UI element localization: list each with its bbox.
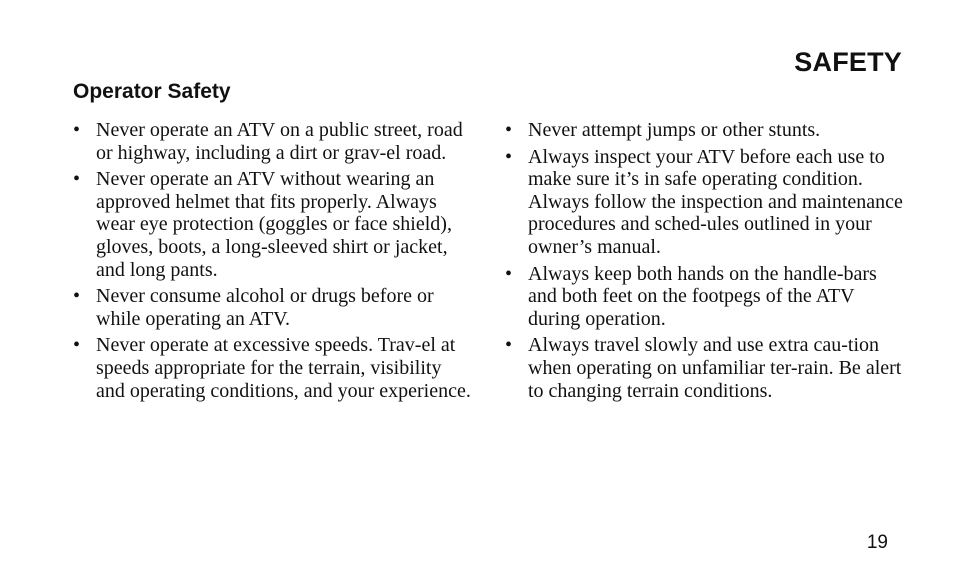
list-item (73, 119, 473, 164)
list-item (73, 285, 473, 330)
bullet-icon: • (505, 334, 513, 357)
bullet-icon: • (505, 119, 513, 141)
left-column-list (73, 119, 473, 406)
bullet-icon: • (73, 285, 81, 308)
bullet-icon: • (73, 119, 81, 141)
sub-heading: Operator Safety (73, 80, 231, 103)
list-item-text: Never operate an ATV without wearing an approved helmet that fits properly. Always wear eye protection (goggles or face shield), gloves, boots, a long-sleeved shirt or jacket, and long pants. (96, 168, 452, 281)
right-column-list (505, 119, 905, 406)
list-item-text: Never consume alcohol or drugs before or while operating an ATV. (96, 285, 434, 330)
list-item (73, 334, 473, 402)
list-item-text: Always keep both hands on the handle-bars and both feet on the footpegs of the ATV during operation. (528, 262, 877, 330)
list-item-text: Never attempt jumps or other stunts. (528, 119, 821, 141)
bullet-icon: • (73, 334, 81, 357)
page-number: 19 (866, 532, 888, 553)
list-item-text: Never operate an ATV on a public street, road or highway, including a dirt or grav-el road. (96, 119, 463, 164)
list-item-text: Never operate at excessive speeds. Trav-el at speeds appropriate for the terrain, visibility and operating conditions, and your experience. (96, 334, 471, 402)
list-item (505, 263, 905, 331)
bullet-icon: • (505, 145, 513, 168)
bullet-icon: • (73, 168, 81, 191)
bullet-icon: • (505, 262, 513, 285)
list-item-text: Always inspect your ATV before each use to make sure it’s in safe operating condition. Always follow the inspection and maintenance procedures and sched-ules outlined in your owner’s manual. (528, 145, 903, 258)
list-item (73, 168, 473, 281)
list-item-text: Always travel slowly and use extra cau-tion when operating on unfamiliar ter-rain. Be alert to changing terrain conditions. (528, 334, 902, 402)
list-item (505, 146, 905, 259)
list-item (505, 334, 905, 402)
section-title: SAFETY (794, 47, 902, 77)
list-item (505, 119, 905, 142)
